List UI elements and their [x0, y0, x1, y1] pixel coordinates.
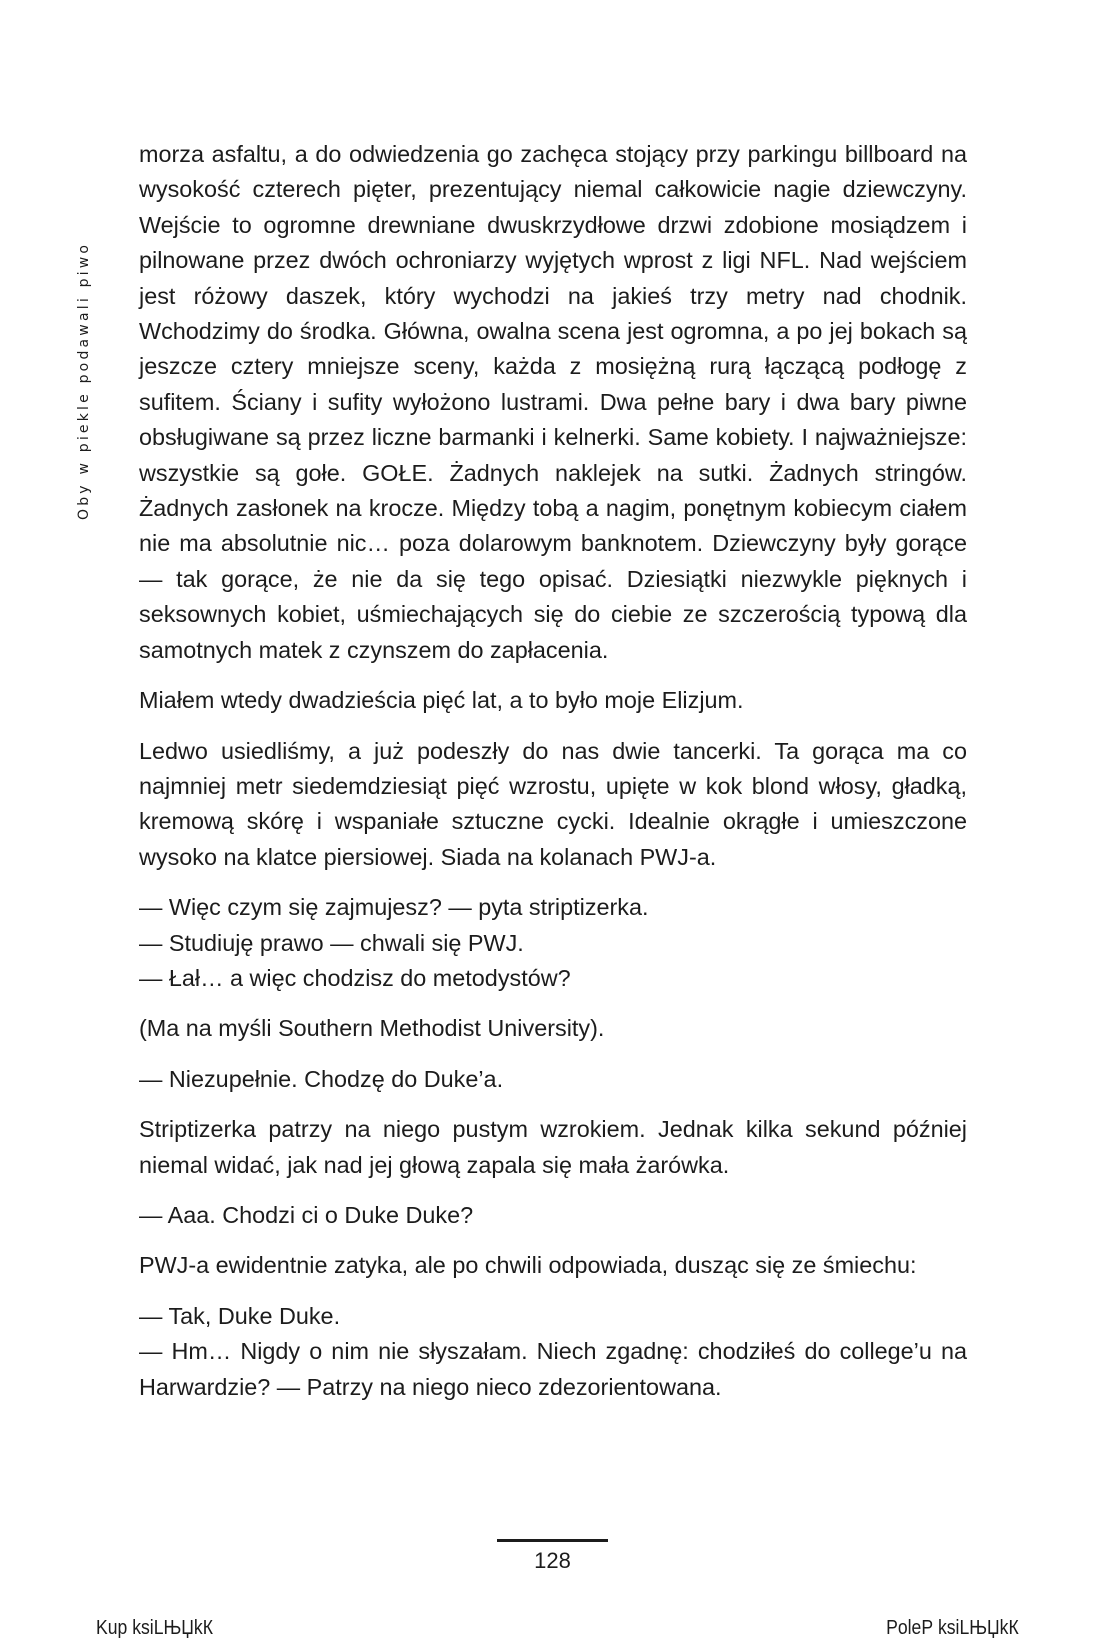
paragraph: morza asfaltu, a do odwiedzenia go zachęca stojący przy parkingu billboard na wysokość czterech pięter, prezentujący niemal całkowicie nagie dziewczyny. Wejście to ogromne drewniane dwuskrzydłowe drzwi zdobione mosiądzem i pilnowane przez dwóch ochroniarzy wyjętych wprost z ligi NFL. Nad wejściem jest różowy daszek, który wychodzi na jakieś trzy metry nad chodnik. Wchodzimy do środka. Główna, owalna scena jest ogromna, a po jej bokach są jeszcze cztery mniejsze sceny, każda z mosiężną rurą łączącą podłogę z sufitem. Ściany i sufity wyłożono lustrami. Dwa pełne bary i dwa bary piwne obsługiwane są przez liczne barmanki i kelnerki. Same kobiety. I najważniejsze: wszystkie są gołe. GOŁE. Żadnych naklejek na sutki. Żadnych stringów. Żadnych zasłonek na krocze. Między tobą a nagim, ponętnym kobiecym ciałem nie ma absolutnie nic… poza dolarowym banknotem. Dziewczyny były gorące — tak gorące, że nie da się tego opisać. Dziesiątki niezwykle pięknych i seksownych kobiet, uśmiechających się do ciebie ze szczerością typową dla samotnych matek z czynszem do zapłacenia.	[139, 141, 967, 663]
dialogue-line: — Aaa. Chodzi ci o Duke Duke?	[139, 1201, 474, 1228]
paragraph: PWJ-a ewidentnie zatyka, ale po chwili odpowiada, dusząc się ze śmiechu:	[139, 1252, 917, 1279]
body-text	[139, 137, 967, 1405]
dialogue-line: — Tak, Duke Duke.	[139, 1302, 341, 1329]
page-number-rule	[497, 1539, 608, 1542]
page-number: 128	[534, 1548, 571, 1573]
dialogue-line: — Niezupełnie. Chodzę do Duke’a.	[139, 1065, 504, 1092]
paragraph: Striptizerka patrzy na niego pustym wzrokiem. Jednak kilka sekund później niemal widać, jak nad jej głową zapala się mała żarówka.	[139, 1116, 967, 1178]
dialogue-line: — Studiuję prawo — chwali się PWJ.	[139, 929, 524, 956]
paragraph: Miałem wtedy dwadzieścia pięć lat, a to było moje Elizjum.	[139, 687, 744, 714]
buy-book-link[interactable]: Kup ksiLЊЏkК	[96, 1617, 213, 1639]
recommend-book-link[interactable]: PoleР ksiLЊЏkК	[886, 1617, 1019, 1639]
paragraph: Ledwo usiedliśmy, a już podeszły do nas dwie tancerki. Ta gorąca ma co najmniej metr siedemdziesiąt pięć wzrostu, upięte w kok blond włosy, gładką, kremową skórę i wspaniałe sztuczne cycki. Idealnie okrągłe i umieszczone wysoko na klatce piersiowej. Siada na kolanach PWJ-a.	[139, 737, 967, 870]
running-head: Oby w piekle podawali piwo	[76, 241, 92, 520]
dialogue-line: — Więc czym się zajmujesz? — pyta striptizerka.	[139, 894, 649, 921]
dialogue-line: — Hm… Nigdy o nim nie słyszałam. Niech zgadnę: chodziłeś do college’u na Harwardzie? — Patrzy na niego nieco zdezorientowana.	[139, 1338, 967, 1400]
dialogue-line: — Łał… a więc chodzisz do metodystów?	[139, 964, 571, 991]
paragraph: (Ma na myśli Southern Methodist University).	[139, 1015, 605, 1042]
